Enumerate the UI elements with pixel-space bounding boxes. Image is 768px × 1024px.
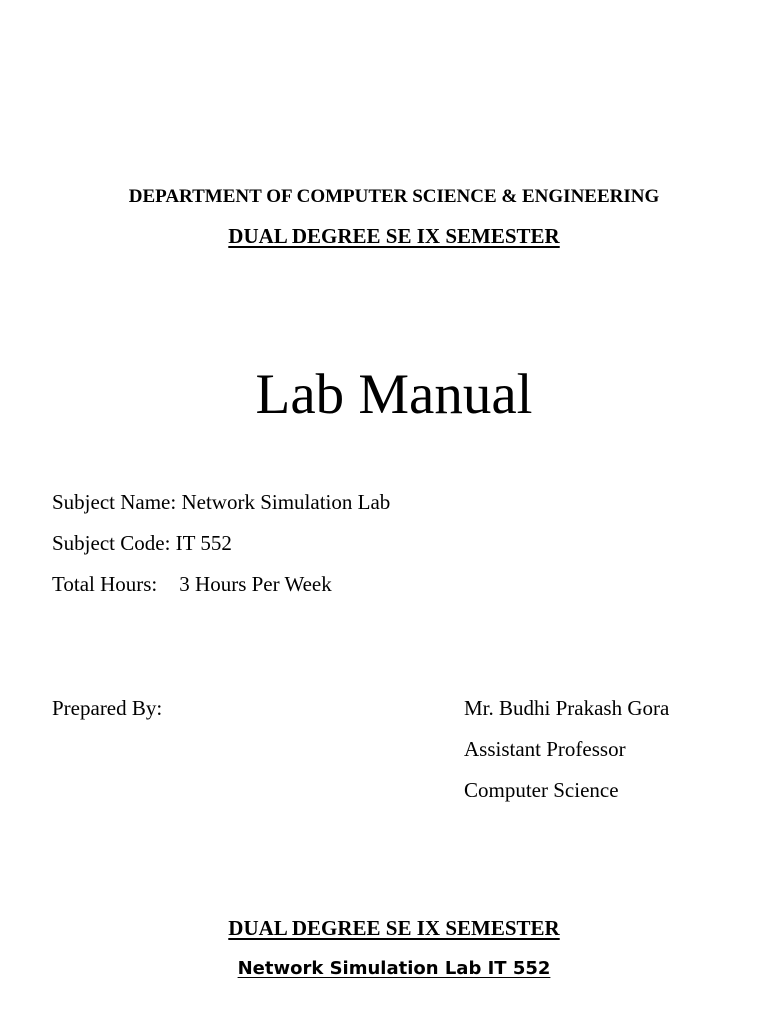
- semester-heading: DUAL DEGREE SE IX SEMESTER: [228, 224, 560, 248]
- department-heading: DEPARTMENT OF COMPUTER SCIENCE & ENGINEERING: [128, 186, 660, 207]
- total-hours-row: [52, 572, 332, 597]
- total-hours-value: 3 Hours Per Week: [179, 572, 332, 596]
- subject-code-value: IT 552: [175, 531, 232, 555]
- subject-name-row: [52, 490, 390, 515]
- subject-code-row: [52, 531, 232, 556]
- subject-name-value: Network Simulation Lab: [181, 490, 391, 514]
- subject-code-label: Subject Code:: [52, 531, 171, 555]
- total-hours-label: Total Hours:: [52, 572, 158, 596]
- subject-name-label: Subject Name:: [52, 490, 177, 514]
- footer-subject-heading: Network Simulation Lab IT 552: [237, 958, 551, 979]
- author-department: Computer Science: [464, 778, 619, 802]
- page-title: Lab Manual: [255, 363, 533, 426]
- author-designation: Assistant Professor: [464, 737, 626, 761]
- author-name: Mr. Budhi Prakash Gora: [464, 696, 670, 720]
- prepared-by-label: Prepared By:: [52, 696, 163, 720]
- footer-semester-heading: DUAL DEGREE SE IX SEMESTER: [228, 916, 560, 940]
